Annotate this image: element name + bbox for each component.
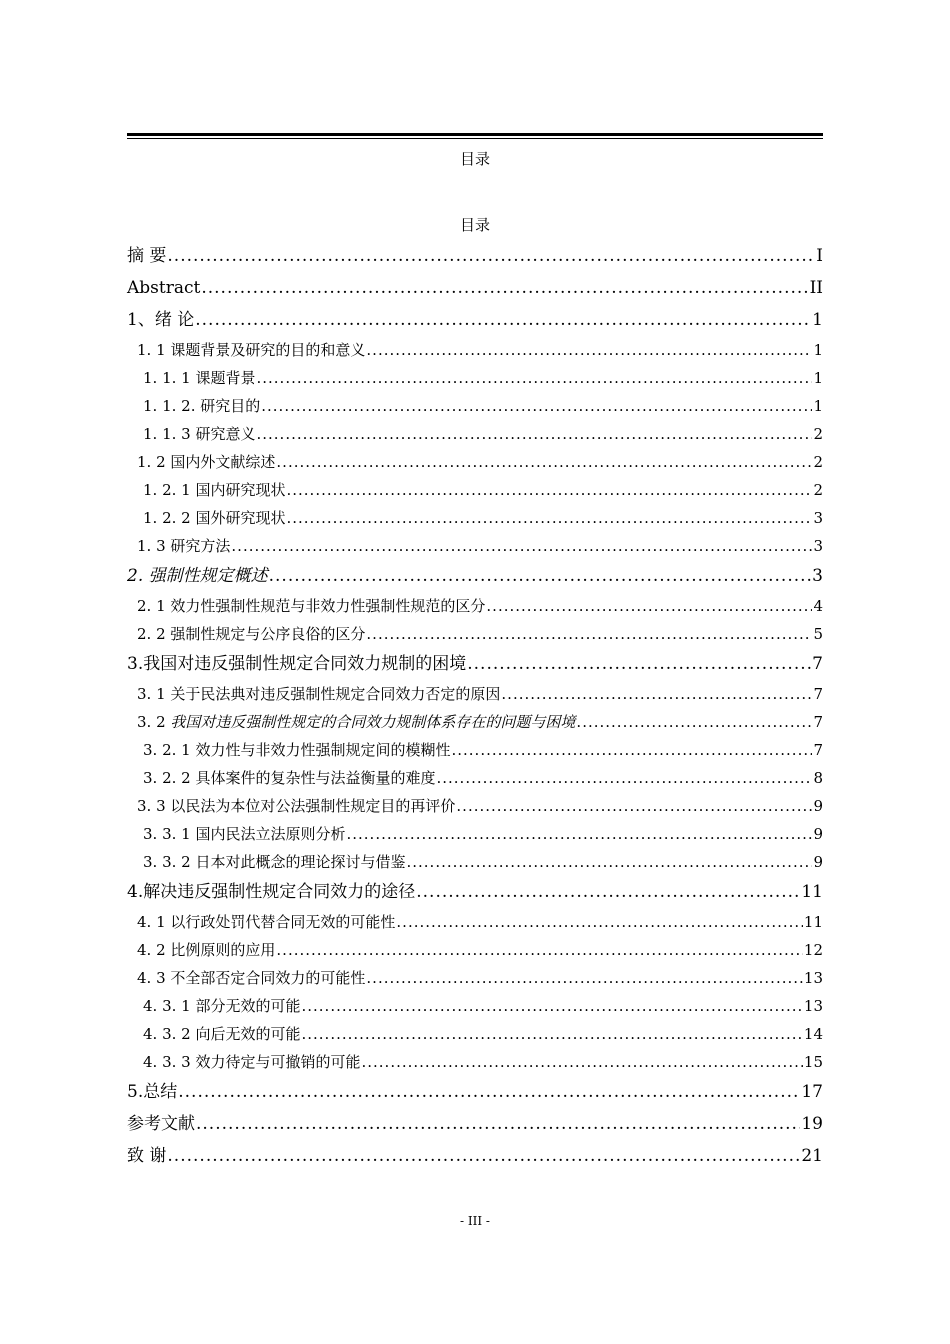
toc-entry[interactable]	[127, 876, 823, 908]
toc-entry-page: 7	[812, 654, 823, 674]
toc-entry[interactable]	[127, 1108, 823, 1140]
toc-entry[interactable]	[127, 792, 823, 820]
toc-entry-title: 2. 强制性规定概述	[127, 566, 268, 586]
toc-entry-title: 3. 2. 2 具体案件的复杂性与法益衡量的难度	[143, 769, 436, 787]
toc-entry-title: 1. 1. 1 课题背景	[143, 369, 256, 387]
table-of-contents	[127, 240, 823, 1172]
toc-entry-page: 4	[813, 597, 823, 615]
toc-entry-page: 3	[813, 509, 823, 527]
toc-entry[interactable]	[127, 908, 823, 936]
toc-entry-page: 9	[813, 853, 823, 871]
toc-entry[interactable]	[127, 592, 823, 620]
toc-entry-title: 1. 3 研究方法	[137, 537, 231, 555]
toc-dot-leader	[451, 736, 812, 764]
toc-entry-page: 1	[812, 310, 823, 330]
toc-entry[interactable]	[127, 1048, 823, 1076]
toc-entry[interactable]	[127, 336, 823, 364]
toc-entry-page: 2	[813, 481, 823, 499]
toc-entry[interactable]	[127, 680, 823, 708]
toc-entry-title: 1. 1 课题背景及研究的目的和意义	[137, 341, 366, 359]
toc-entry-title: 4. 3. 1 部分无效的可能	[143, 997, 301, 1015]
toc-entry[interactable]	[127, 272, 823, 304]
toc-entry-page: 5	[813, 625, 823, 643]
toc-dot-leader	[195, 304, 811, 336]
toc-entry[interactable]	[127, 1020, 823, 1048]
running-header: 目录	[459, 150, 490, 168]
toc-dot-leader	[269, 560, 812, 592]
toc-dot-leader	[486, 592, 812, 620]
toc-entry[interactable]	[127, 364, 823, 392]
toc-entry-title: 4. 3. 3 效力待定与可撤销的可能	[143, 1053, 361, 1071]
toc-entry[interactable]	[127, 936, 823, 964]
toc-dot-leader	[167, 240, 815, 272]
toc-entry-page: 8	[813, 769, 823, 787]
toc-entry-title: 参考文献	[127, 1114, 195, 1134]
toc-entry[interactable]	[127, 648, 823, 680]
toc-entry-page: 3	[813, 537, 823, 555]
toc-entry-title: 摘 要	[127, 246, 167, 266]
page-number: - III -	[460, 1214, 490, 1228]
toc-entry-title: 3. 3 以民法为本位对公法强制性规定目的再评价	[137, 797, 456, 815]
toc-dot-leader	[231, 532, 812, 560]
toc-entry[interactable]	[127, 448, 823, 476]
toc-entry-page: 1	[813, 369, 823, 387]
toc-entry[interactable]	[127, 476, 823, 504]
header-rule-thin	[127, 138, 823, 139]
toc-entry-page: 7	[813, 741, 823, 759]
toc-entry-page: 7	[813, 713, 823, 731]
toc-entry-title: Abstract	[127, 278, 201, 298]
toc-dot-leader	[501, 680, 812, 708]
toc-dot-leader	[201, 272, 808, 304]
toc-dot-leader	[167, 1140, 800, 1172]
toc-entry-page: 2	[813, 425, 823, 443]
toc-dot-leader	[256, 364, 812, 392]
toc-entry-title: 2. 2 强制性规定与公序良俗的区分	[137, 625, 366, 643]
toc-entry-title: 3. 1 关于民法典对违反强制性规定合同效力否定的原因	[137, 685, 501, 703]
toc-entry-page: II	[809, 278, 823, 298]
toc-dot-leader	[276, 448, 812, 476]
toc-entry[interactable]	[127, 420, 823, 448]
toc-dot-leader	[436, 764, 812, 792]
toc-dot-leader	[178, 1076, 800, 1108]
toc-dot-leader	[366, 620, 812, 648]
toc-dot-leader	[301, 992, 802, 1020]
toc-entry[interactable]	[127, 392, 823, 420]
toc-dot-leader	[196, 1108, 800, 1140]
toc-entry-title: 3. 3. 2 日本对此概念的理论探讨与借鉴	[143, 853, 406, 871]
toc-entry-title: 3.我国对违反强制性规定合同效力规制的困境	[127, 654, 467, 674]
toc-entry[interactable]	[127, 1140, 823, 1172]
toc-entry-page: 11	[803, 913, 823, 931]
toc-entry[interactable]	[127, 820, 823, 848]
toc-entry-title: 4.解决违反强制性规定合同效力的途径	[127, 882, 416, 902]
toc-entry[interactable]	[127, 708, 823, 736]
toc-entry-title: 4. 3 不全部否定合同效力的可能性	[137, 969, 366, 987]
toc-entry-title: 致 谢	[127, 1146, 167, 1166]
toc-entry-title: 4. 3. 2 向后无效的可能	[143, 1025, 301, 1043]
toc-entry-page: 21	[801, 1146, 823, 1166]
toc-dot-leader	[366, 336, 812, 364]
toc-dot-leader	[361, 1048, 802, 1076]
toc-dot-leader	[301, 1020, 802, 1048]
toc-dot-leader	[366, 964, 803, 992]
toc-entry-page: 9	[813, 825, 823, 843]
header-rule-thick	[127, 133, 823, 136]
toc-entry-page: 1	[813, 397, 823, 415]
toc-entry-title: 5.总结	[127, 1082, 178, 1102]
toc-entry[interactable]	[127, 240, 823, 272]
toc-entry-page: 3	[812, 566, 823, 586]
toc-entry[interactable]	[127, 1076, 823, 1108]
toc-entry-page: 19	[801, 1114, 823, 1134]
toc-entry-title: 1. 2 国内外文献综述	[137, 453, 276, 471]
toc-dot-leader	[261, 392, 812, 420]
toc-dot-leader	[286, 476, 812, 504]
toc-dot-leader	[467, 648, 811, 680]
toc-dot-leader	[276, 936, 803, 964]
toc-entry-title: 4. 1 以行政处罚代替合同无效的可能性	[137, 913, 396, 931]
toc-entry[interactable]	[127, 304, 823, 336]
toc-entry-title: 1、绪 论	[127, 310, 195, 330]
toc-entry-page: 13	[803, 997, 823, 1015]
toc-entry-title: 1. 2. 2 国外研究现状	[143, 509, 286, 527]
toc-entry[interactable]	[127, 964, 823, 992]
toc-entry[interactable]	[127, 504, 823, 532]
toc-dot-leader	[286, 504, 812, 532]
toc-dot-leader	[346, 820, 812, 848]
toc-entry[interactable]	[127, 532, 823, 560]
toc-entry-title: 3. 2. 1 效力性与非效力性强制规定间的模糊性	[143, 741, 451, 759]
toc-dot-leader	[456, 792, 812, 820]
toc-entry-page: 1	[813, 341, 823, 359]
toc-entry-title: 3. 2 我国对违反强制性规定的合同效力规制体系存在的问题与困境	[137, 713, 576, 731]
toc-entry[interactable]	[127, 764, 823, 792]
toc-dot-leader	[576, 708, 812, 736]
toc-entry[interactable]	[127, 848, 823, 876]
toc-dot-leader	[256, 420, 812, 448]
toc-heading: 目录	[459, 216, 490, 234]
toc-entry-title: 3. 3. 1 国内民法立法原则分析	[143, 825, 346, 843]
toc-entry[interactable]	[127, 560, 823, 592]
toc-entry[interactable]	[127, 736, 823, 764]
toc-entry-page: 2	[813, 453, 823, 471]
toc-entry-page: 13	[803, 969, 823, 987]
toc-entry-page: I	[816, 246, 823, 266]
toc-entry[interactable]	[127, 992, 823, 1020]
toc-entry-page: 7	[813, 685, 823, 703]
toc-entry[interactable]	[127, 620, 823, 648]
toc-entry-title: 1. 2. 1 国内研究现状	[143, 481, 286, 499]
toc-entry-page: 12	[803, 941, 823, 959]
toc-dot-leader	[396, 908, 803, 936]
toc-entry-title: 4. 2 比例原则的应用	[137, 941, 276, 959]
toc-entry-title: 2. 1 效力性强制性规范与非效力性强制性规范的区分	[137, 597, 486, 615]
toc-entry-page: 15	[803, 1053, 823, 1071]
toc-entry-title: 1. 1. 2. 研究目的	[143, 397, 261, 415]
toc-dot-leader	[416, 876, 800, 908]
toc-entry-page: 9	[813, 797, 823, 815]
toc-entry-page: 14	[803, 1025, 823, 1043]
toc-dot-leader	[406, 848, 812, 876]
toc-entry-page: 17	[801, 1082, 823, 1102]
toc-entry-page: 11	[801, 882, 823, 902]
toc-entry-title: 1. 1. 3 研究意义	[143, 425, 256, 443]
